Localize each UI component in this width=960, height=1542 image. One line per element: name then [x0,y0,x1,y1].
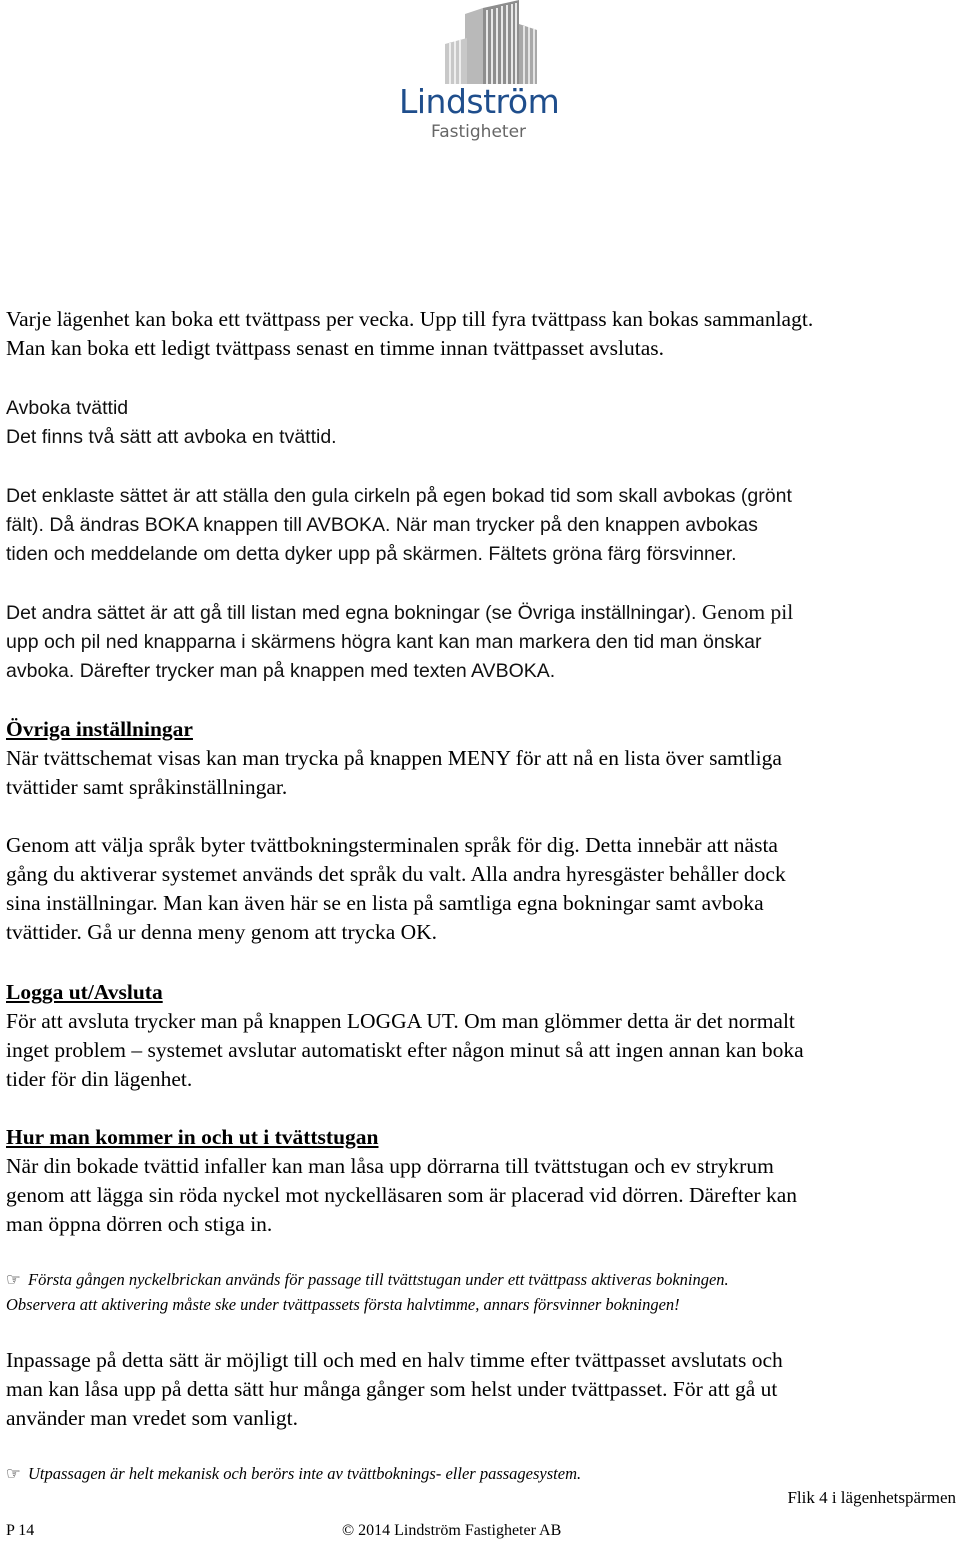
text-line: Varje lägenhet kan boka ett tvättpass per vecka. Upp till fyra tvättpass kan bokas sammanlagt. [6,307,814,331]
text-line: man kan låsa upp på detta sätt hur många gånger som helst under tvättpasset. För att gå ut [6,1377,778,1401]
text-line: Inpassage på detta sätt är möjligt till och med en halv timme efter tvättpasset avslutats och [6,1348,783,1372]
building-logo-icon [395,0,570,85]
section-title-ovriga: Övriga inställningar [6,717,193,741]
text-line: fält). Då ändras BOKA knappen till AVBOKA. När man trycker på den knappen avbokas [6,514,758,536]
note-text: Första gången nyckelbrickan används för passage till tvättstugan under ett tvättpass aktiveras bokningen. [28,1270,729,1289]
logo-name: Lindström [399,82,560,121]
logga-section [6,978,956,1094]
text-line: upp och pil ned knapparna i skärmens högra kant kan man markera den tid man önskar [6,631,762,653]
section-title-logga: Logga ut/Avsluta [6,980,163,1004]
avboka-paragraph-2 [6,598,956,686]
text-line: man öppna dörren och stiga in. [6,1212,273,1236]
ovriga-section [6,715,956,802]
avboka-section-intro [6,394,956,452]
text-line: avboka. Därefter trycker man på knappen med texten AVBOKA. [6,660,556,682]
intro-paragraph [6,305,956,363]
text-line: För att avsluta trycker man på knappen LOGGA UT. Om man glömmer detta är det normalt [6,1009,795,1033]
text-line: gång du aktiverar systemet används det språk du valt. Alla andra hyresgäster behåller dock [6,862,786,886]
text-line: sina inställningar. Man kan även här se en lista på samtliga egna bokningar samt avboka [6,891,764,915]
text-segment: Det andra sättet är att gå till listan med egna bokningar (se Övriga inställningar). [6,602,697,624]
company-logo [395,0,570,148]
text-line: Observera att aktivering måste ske under tvättpassets första halvtimme, annars försvinner bokningen! [6,1295,680,1314]
note-text: Utpassagen är helt mekanisk och berörs inte av tvättboknings- eller passagesystem. [28,1464,582,1483]
section-title-tvattstugan: Hur man kommer in och ut i tvättstugan [6,1125,379,1149]
pointing-hand-icon: ☞ [6,1270,21,1289]
tvattstugan-paragraph-2 [6,1346,956,1433]
text-line: Man kan boka ett ledigt tvättpass senast en timme innan tvättpasset avslutas. [6,336,664,360]
text-line: När din bokade tvättid infaller kan man låsa upp dörrarna till tvättstugan och ev strykrum [6,1154,774,1178]
page-number: P 14 [6,1522,35,1539]
text-segment: Genom pil [696,600,794,624]
text-line: tvättider samt språkinställningar. [6,775,288,799]
text-line: Det finns två sätt att avboka en tvättid. [6,426,337,448]
text-line: genom att lägga sin röda nyckel mot nyckelläsaren som är placerad vid dörren. Därefter kan [6,1183,798,1207]
text-line [6,598,956,628]
text-line: tvättider. Gå ur denna meny genom att trycka OK. [6,920,438,944]
text-line: Genom att välja språk byter tvättbokningsterminalen språk för dig. Detta innebär att nästa [6,833,778,857]
text-line: tiden och meddelande om detta dyker upp på skärmen. Fältets gröna färg försvinner. [6,543,737,565]
pointing-hand-icon: ☞ [6,1464,21,1483]
text-line: tider för din lägenhet. [6,1067,193,1091]
text-line: Det enklaste sättet är att ställa den gula cirkeln på egen bokad tid som skall avbokas (grönt [6,485,792,507]
text-line: När tvättschemat visas kan man trycka på knappen MENY för att nå en lista över samtliga [6,746,782,770]
avboka-paragraph-1 [6,482,956,569]
text-line [6,1461,956,1486]
section-title-avboka: Avboka tvättid [6,397,129,419]
tvattstugan-section [6,1123,956,1239]
logo-subtitle: Fastigheter [431,122,527,142]
copyright: © 2014 Lindström Fastigheter AB [342,1522,562,1539]
note-exit [6,1461,956,1486]
ovriga-paragraph-2 [6,831,956,947]
text-line: inget problem – systemet avslutar automatiskt efter någon minut så att ingen annan kan boka [6,1038,804,1062]
tab-label: Flik 4 i lägenhetspärmen [787,1488,956,1507]
note-activation [6,1267,956,1317]
text-line [6,1267,956,1292]
text-line: använder man vredet som vanligt. [6,1406,298,1430]
